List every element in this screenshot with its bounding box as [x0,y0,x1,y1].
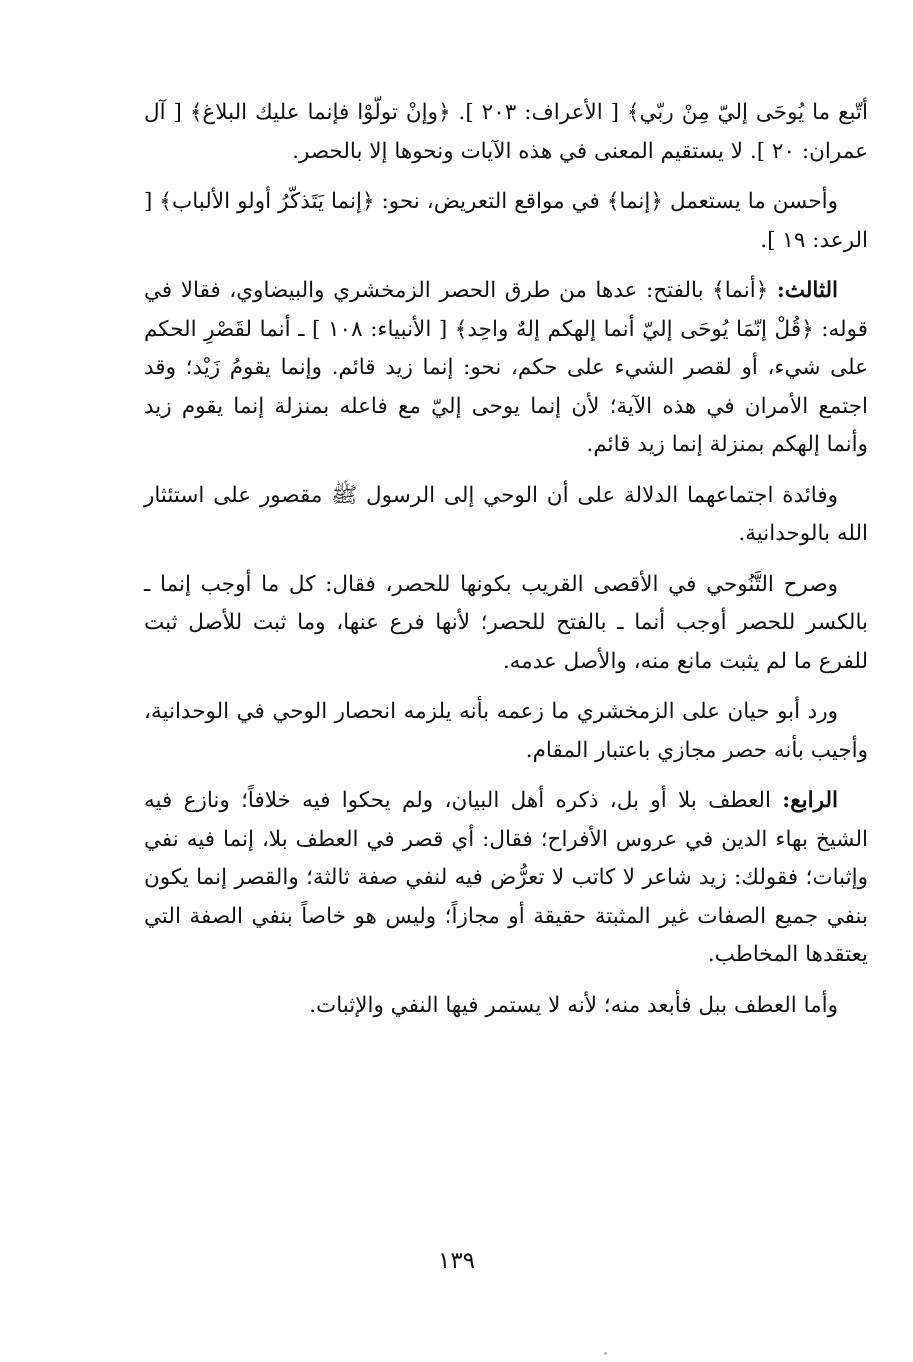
paragraph-4: وفائدة اجتماعهما الدلالة على أن الوحي إلى الرسول ﷺ مقصور على استئثار الله بالوحدانية. [144,482,868,546]
page-number: ١٣٩ [437,1248,476,1274]
body-text [144,94,868,1037]
section-heading-third: الثالث: [776,278,838,303]
scan-speck [604,1352,607,1355]
paragraph-5: وصرح التَّنُوحي في الأقصى القريب بكونها للحصر، فقال: كل ما أوجب إنما ـ بالكسر للحصر أوجب أنما ـ بالفتح للحصر؛ لأنها فرع عنها، وما ثبت للأصل ثبت للفرع ما لم يثبت مانع منه، والأصل عدمه. [144,571,868,674]
paragraph-2: وأحسن ما يستعمل ﴿إنما﴾ في مواقع التعريض، نحو: ﴿إنما يَتَذكّرُ أولو الألباب﴾ [ الرعد: ١٩ ]. [144,189,868,253]
paragraph-3: الثالث: ﴿أنما﴾ بالفتح: عدها من طرق الحصر الزمخشري والبيضاوي، فقالا في قوله: ﴿قُلْ إنّمَا يُوحَى إليّ أنما إلهكم إلهٌ واحِد﴾ [ الأنبياء: ١٠٨ ] ـ أنما لقَصْرِ الحكم على شيء، أو لقصر الشيء على حكم، نحو: إنما زيد قائم. وإنما يقومُ زَيْد؛ وقد اجتمع الأمران في هذه الآية؛ لأن إنما يوحى إليّ مع فاعله بمنزلة إنما يقوم زيد وأنما إلهكم بمنزلة إنما زيد قائم. [144,278,868,457]
section-heading-fourth: الرابع: [782,788,838,813]
paragraph-1: أتّبع ما يُوحَى إليّ مِنْ ربّي﴾ [ الأعراف: ٢٠٣ ]. ﴿وإنْ تولّوْا فإنما عليك البلاغ﴾ [ آل عمران: ٢٠ ]. لا يستقيم المعنى في هذه الآيات ونحوها إلا بالحصر. [144,100,868,164]
paragraph-6: ورد أبو حيان على الزمخشري ما زعمه بأنه يلزمه انحصار الوحي في الوحدانية، وأجيب بأنه حصر مجازي باعتبار المقام. [144,699,868,763]
paragraph-7: الرابع: العطف بلا أو بل، ذكره أهل البيان، ولم يحكوا فيه خلافاً؛ ونازع فيه الشيخ بهاء الدين في عروس الأفراح؛ فقال: أي قصر في العطف بلا، إنما فيه نفي وإثبات؛ فقولك: زيد شاعر لا كاتب لا تعرُّض فيه لنفي صفة ثالثة؛ والقصر إنما يكون بنفي جميع الصفات غير المثبتة حقيقة أو مجازاً؛ وليس هو خاصاً بنفي الصفة التي يعتقدها المخاطب. [144,788,868,967]
paragraph-8: وأما العطف ببل فأبعد منه؛ لأنه لا يستمر فيها النفي والإثبات. [309,992,838,1018]
